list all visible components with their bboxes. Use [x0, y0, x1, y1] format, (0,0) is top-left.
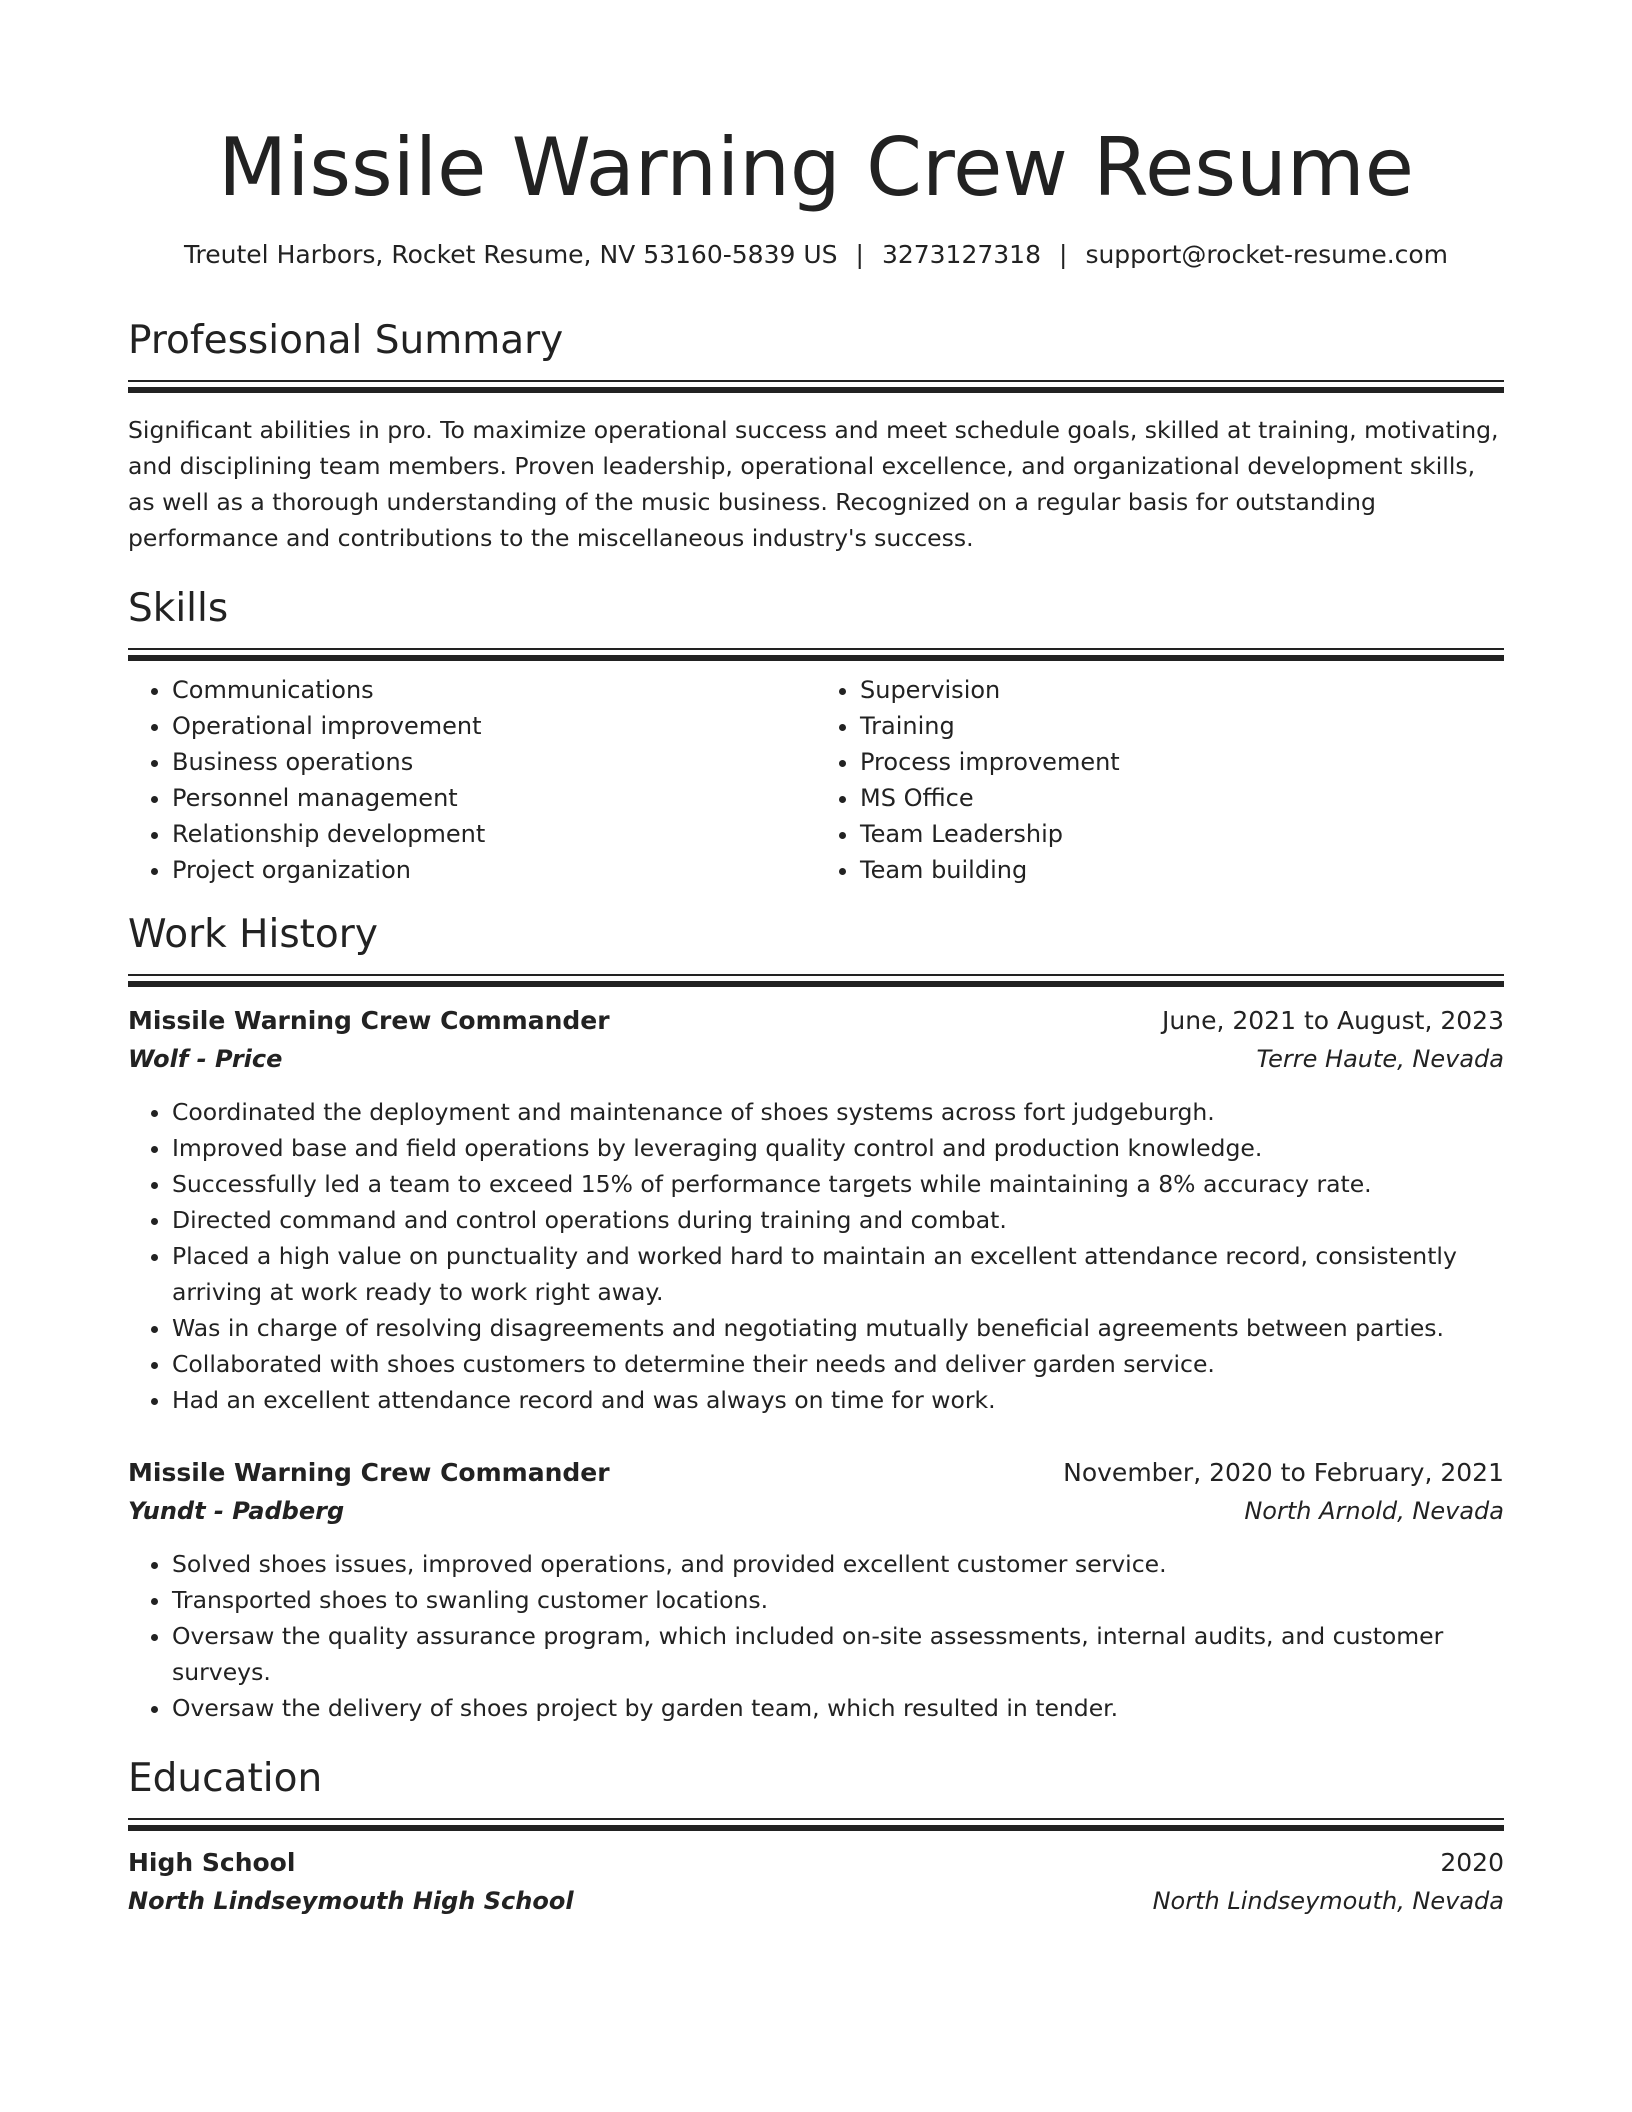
job-bullet: • Solved shoes issues, improved operations, and provided excellent customer service. [172, 1546, 1504, 1582]
job-bullet: • Collaborated with shoes customers to determine their needs and deliver garden service. [172, 1346, 1504, 1382]
section-heading: Education [128, 1756, 323, 1801]
job-location: North Arnold, Nevada [1244, 1497, 1504, 1525]
summary-text: Significant abilities in pro. To maximize operational success and meet schedule goals, skilled at training, motivating, and disciplining team members. Proven leadership, operational excellence, and organizational development skills, as well as a thorough understanding of the music business. Recognized on a regular basis for outstanding performance and contributions to the miscellaneous industry's success. [128, 416, 1499, 552]
contact-address: Treutel Harbors, Rocket Resume, NV 53160-5839 US [183, 240, 838, 269]
skills-column-left [128, 672, 816, 888]
job-bullet: • Was in charge of resolving disagreements and negotiating mutually beneficial agreements between parties. [172, 1310, 1504, 1346]
skill-item: • Process improvement [860, 744, 1504, 780]
section-divider [128, 974, 1504, 976]
job-bullet: • Had an excellent attendance record and was always on time for work. [172, 1382, 1504, 1418]
education-subheader-row [128, 1882, 1504, 1920]
job-bullets [128, 1546, 1504, 1726]
education-degree: High School [128, 1848, 296, 1877]
skill-item: • Team building [860, 852, 1504, 888]
job-header-row [128, 1002, 1504, 1040]
section-heading: Professional Summary [128, 318, 564, 363]
section-heading: Work History [128, 912, 378, 957]
job-bullet: • Oversaw the delivery of shoes project by garden team, which resulted in tender. [172, 1690, 1504, 1726]
job-bullet: • Successfully led a team to exceed 15% of performance targets while maintaining a 8% accuracy rate. [172, 1166, 1504, 1202]
skill-item: • Business operations [172, 744, 816, 780]
education-entry [128, 1844, 1504, 1920]
skill-item: • Relationship development [172, 816, 816, 852]
job-bullet: • Improved base and field operations by leveraging quality control and production knowledge. [172, 1130, 1504, 1166]
resume-title: Missile Warning Crew Resume [218, 121, 1414, 214]
job-bullet: • Transported shoes to swanling customer locations. [172, 1582, 1504, 1618]
section-skills [128, 584, 1504, 888]
skill-item: • Operational improvement [172, 708, 816, 744]
section-professional-summary [128, 316, 1504, 556]
contact-phone: 3273127318 [881, 240, 1041, 269]
section-divider [128, 380, 1504, 382]
job-company: Yundt - Padberg [128, 1497, 345, 1525]
job-subheader-row [128, 1040, 1504, 1078]
education-year: 2020 [1440, 1848, 1504, 1877]
job-bullet: • Coordinated the deployment and maintenance of shoes systems across fort judgeburgh. [172, 1094, 1504, 1130]
skills-column-right [816, 672, 1504, 888]
job-bullet: • Directed command and control operations during training and combat. [172, 1202, 1504, 1238]
skill-item: • Personnel management [172, 780, 816, 816]
contact-email: support@rocket-resume.com [1085, 240, 1449, 269]
section-divider [128, 648, 1504, 650]
section-divider [128, 1818, 1504, 1820]
contact-line [128, 238, 1504, 272]
job-dates: November, 2020 to February, 2021 [1063, 1458, 1504, 1487]
skill-item: • Training [860, 708, 1504, 744]
contact-separator: | [1059, 240, 1068, 269]
skill-item: • Supervision [860, 672, 1504, 708]
skill-item: • Team Leadership [860, 816, 1504, 852]
job-bullet: • Placed a high value on punctuality and worked hard to maintain an excellent attendance record, consistently arriving at work ready to work right away. [172, 1238, 1504, 1310]
skills-columns [128, 672, 1504, 888]
section-heading: Skills [128, 586, 229, 631]
job-company: Wolf - Price [128, 1045, 283, 1073]
job-bullet: • Oversaw the quality assurance program, which included on-site assessments, internal audits, and customer surveys. [172, 1618, 1504, 1690]
section-work-history [128, 910, 1504, 1726]
education-location: North Lindseymouth, Nevada [1152, 1887, 1504, 1915]
section-education [128, 1754, 1504, 1920]
job-entry [128, 1002, 1504, 1418]
job-subheader-row [128, 1492, 1504, 1530]
education-school: North Lindseymouth High School [128, 1887, 574, 1915]
education-header-row [128, 1844, 1504, 1882]
job-bullets [128, 1094, 1504, 1418]
job-location: Terre Haute, Nevada [1256, 1045, 1504, 1073]
skill-item: • Communications [172, 672, 816, 708]
job-header-row [128, 1454, 1504, 1492]
job-entry [128, 1454, 1504, 1726]
job-title: Missile Warning Crew Commander [128, 1006, 610, 1035]
skill-item: • MS Office [860, 780, 1504, 816]
job-title: Missile Warning Crew Commander [128, 1458, 610, 1487]
skill-item: • Project organization [172, 852, 816, 888]
contact-separator: | [855, 240, 864, 269]
job-dates: June, 2021 to August, 2023 [1162, 1006, 1504, 1035]
